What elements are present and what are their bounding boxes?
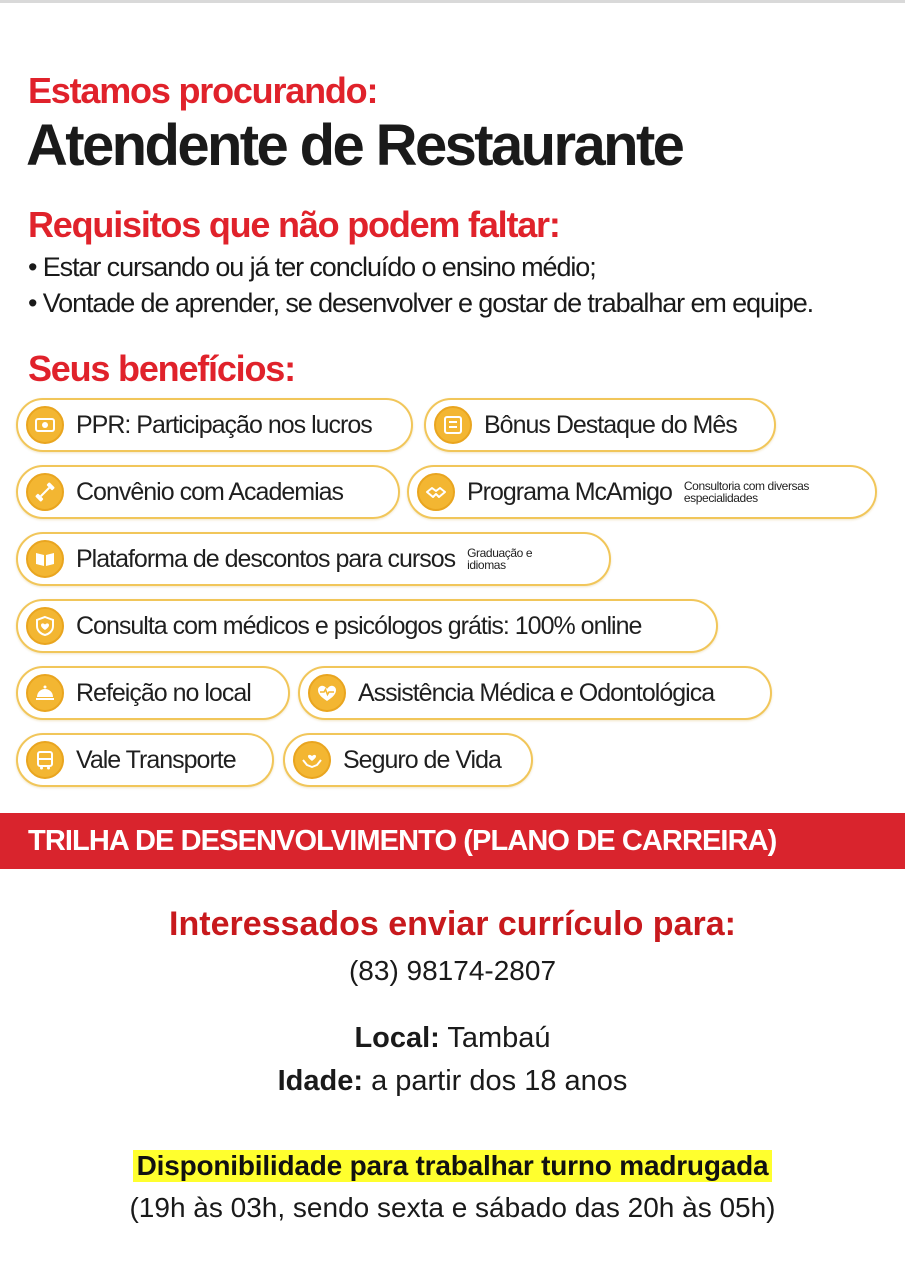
dumbbell-icon <box>26 473 64 511</box>
benefit-pill <box>424 398 776 452</box>
handshake-icon <box>417 473 455 511</box>
hours-text: (19h às 03h, sendo sexta e sábado das 20h às 05h) <box>129 1192 776 1223</box>
benefit-label: Refeição no local <box>76 678 251 707</box>
phone-number: (83) 98174-2807 <box>348 955 557 986</box>
heart-shield-icon <box>26 607 64 645</box>
requirement-item: • Vontade de aprender, se desenvolver e gostar de trabalhar em equipe. <box>28 288 814 318</box>
benefit-label: Bônus Destaque do Mês <box>484 410 737 439</box>
voucher-icon <box>434 406 472 444</box>
local-label: Local: <box>354 1022 440 1054</box>
benefit-pill <box>298 666 772 720</box>
book-icon <box>26 540 64 578</box>
benefit-label: Convênio com Academias <box>76 477 344 506</box>
age-line <box>0 1065 905 1098</box>
benefit-pill <box>283 733 533 787</box>
benefit-label: Seguro de Vida <box>343 745 501 774</box>
requirements-heading: Requisitos que não podem faltar: <box>28 204 560 245</box>
local-value: Tambaú <box>447 1022 551 1054</box>
benefit-pill <box>16 666 290 720</box>
benefit-label: Consulta com médicos e psicólogos grátis: 100% online <box>76 611 642 640</box>
top-divider <box>0 0 905 3</box>
benefits-heading: Seus benefícios: <box>28 348 295 389</box>
benefit-label: Assistência Médica e Odontológica <box>358 678 715 707</box>
benefit-pill <box>16 532 611 586</box>
age-label: Idade: <box>277 1065 363 1097</box>
benefit-pill <box>16 599 718 653</box>
benefit-label: Programa McAmigo <box>467 477 672 506</box>
hands-heart-icon <box>293 741 331 779</box>
benefit-pill <box>16 733 274 787</box>
interest-heading: Interessados enviar currículo para: <box>169 905 736 943</box>
local-line <box>0 1022 905 1055</box>
benefit-pill <box>16 465 400 519</box>
career-banner <box>0 813 905 869</box>
bus-icon <box>26 741 64 779</box>
benefit-label: Plataforma de descontos para cursos <box>76 544 456 573</box>
benefit-label: Vale Transporte <box>76 745 236 774</box>
benefit-note: Graduação e idiomas <box>467 546 533 572</box>
career-banner-text: TRILHA DE DESENVOLVIMENTO (PLANO DE CARREIRA) <box>28 824 777 857</box>
page-title: Atendente de Restaurante <box>26 113 683 178</box>
money-icon <box>26 406 64 444</box>
availability-highlight: Disponibilidade para trabalhar turno madrugada <box>133 1150 773 1182</box>
benefit-label: PPR: Participação nos lucros <box>76 410 372 439</box>
requirement-item: • Estar cursando ou já ter concluído o ensino médio; <box>28 252 596 282</box>
availability-line <box>0 1150 905 1182</box>
benefit-note: Consultoria com diversas especialidades <box>683 479 810 505</box>
age-value: a partir dos 18 anos <box>371 1065 628 1097</box>
benefit-pill <box>16 398 413 452</box>
benefit-pill <box>407 465 877 519</box>
cloche-icon <box>26 674 64 712</box>
heartbeat-icon <box>308 674 346 712</box>
lead-text: Estamos procurando: <box>28 70 378 111</box>
